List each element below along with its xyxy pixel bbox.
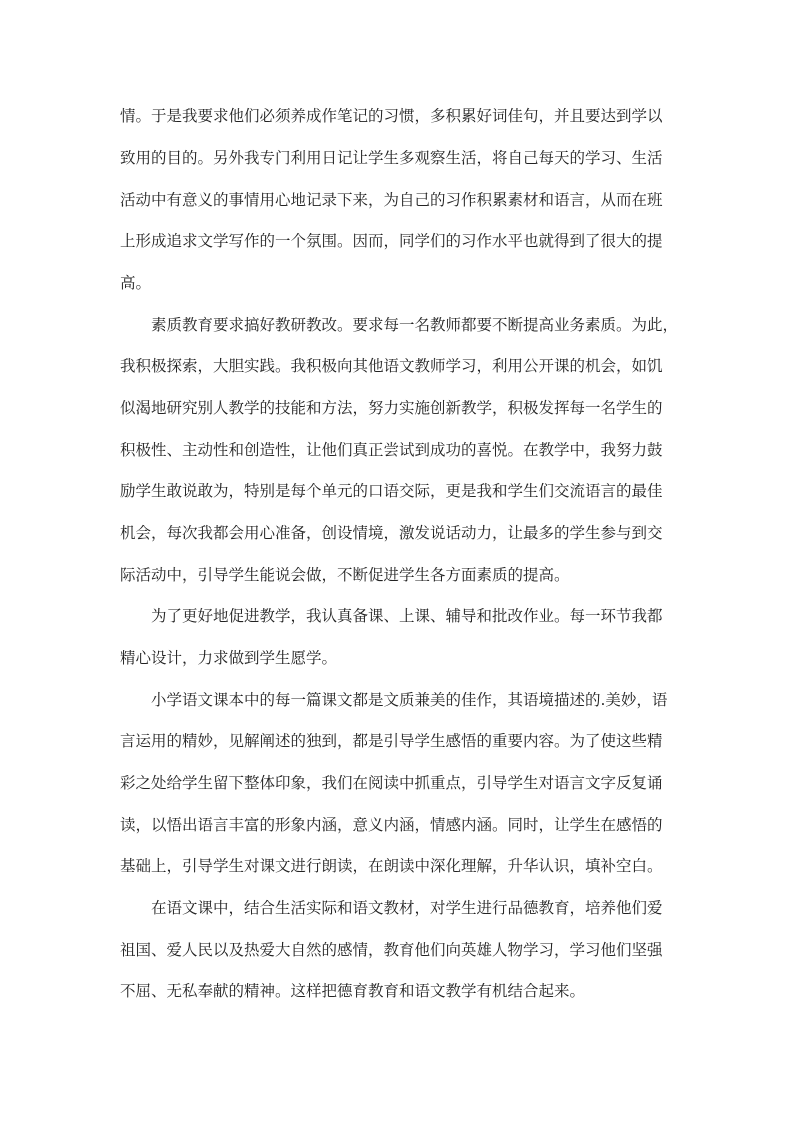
paragraph-first-line: 素质教育要求搞好教研教改。要求每一名教师都要不断提高业务素质。为此， xyxy=(151,316,679,334)
paragraph-first-line: 小学语文课本中的每一篇课文都是文质兼美的佳作，其语境描述的.美妙，语 xyxy=(151,691,668,709)
text-line: 精心设计，力求做到学生愿学。 xyxy=(120,649,338,667)
text-line: 读，以悟出语言丰富的形象内涵，意义内涵，情感内涵。同时，让学生在感悟的 xyxy=(120,816,663,834)
text-line: 际活动中，引导学生能说会做，不断促进学生各方面素质的提高。 xyxy=(120,566,570,584)
text-line: 活动中有意义的事情用心地记录下来，为自己的习作积累素材和语言，从而在班 xyxy=(120,191,663,209)
text-line: 言运用的精妙，见解阐述的独到，都是引导学生感悟的重要内容。为了使这些精 xyxy=(120,732,663,750)
text-line: 彩之处给学生留下整体印象，我们在阅读中抓重点，引导学生对语言文字反复诵 xyxy=(120,774,663,792)
text-line: 机会，每次我都会用心准备，创设情境，激发说话动力，让最多的学生参与到交 xyxy=(120,524,663,542)
paragraph-first-line: 在语文课中，结合生活实际和语文教材，对学生进行品德教育，培养他们爱 xyxy=(151,899,663,917)
text-line: 祖国、爱人民以及热爱大自然的感情，教育他们向英雄人物学习，学习他们坚强 xyxy=(120,941,663,959)
text-line: 致用的目的。另外我专门利用日记让学生多观察生活，将自己每天的学习、生活 xyxy=(120,149,663,167)
text-line: 上形成追求文学写作的一个氛围。因而，同学们的习作水平也就得到了很大的提 xyxy=(120,232,663,250)
text-line: 积极性、主动性和创造性，让他们真正尝试到成功的喜悦。在教学中，我努力鼓 xyxy=(120,441,663,459)
text-line: 高。 xyxy=(120,274,152,292)
text-line: 我积极探索，大胆实践。我积极向其他语文教师学习，利用公开课的机会，如饥 xyxy=(120,357,663,375)
text-line: 似渴地研究别人教学的技能和方法，努力实施创新教学，积极发挥每一名学生的 xyxy=(120,399,663,417)
text-line: 基础上，引导学生对课文进行朗读，在朗读中深化理解，升华认识，填补空白。 xyxy=(120,857,663,875)
text-line: 情。于是我要求他们必须养成作笔记的习惯，多积累好词佳句，并且要达到学以 xyxy=(120,107,663,125)
paragraph-first-line: 为了更好地促进教学，我认真备课、上课、辅导和批改作业。每一环节我都 xyxy=(151,607,663,625)
text-line: 不屈、无私奉献的精神。这样把德育教育和语文教学有机结合起来。 xyxy=(120,982,586,1000)
text-line: 励学生敢说敢为，特别是每个单元的口语交际，更是我和学生们交流语言的最佳 xyxy=(120,482,663,500)
